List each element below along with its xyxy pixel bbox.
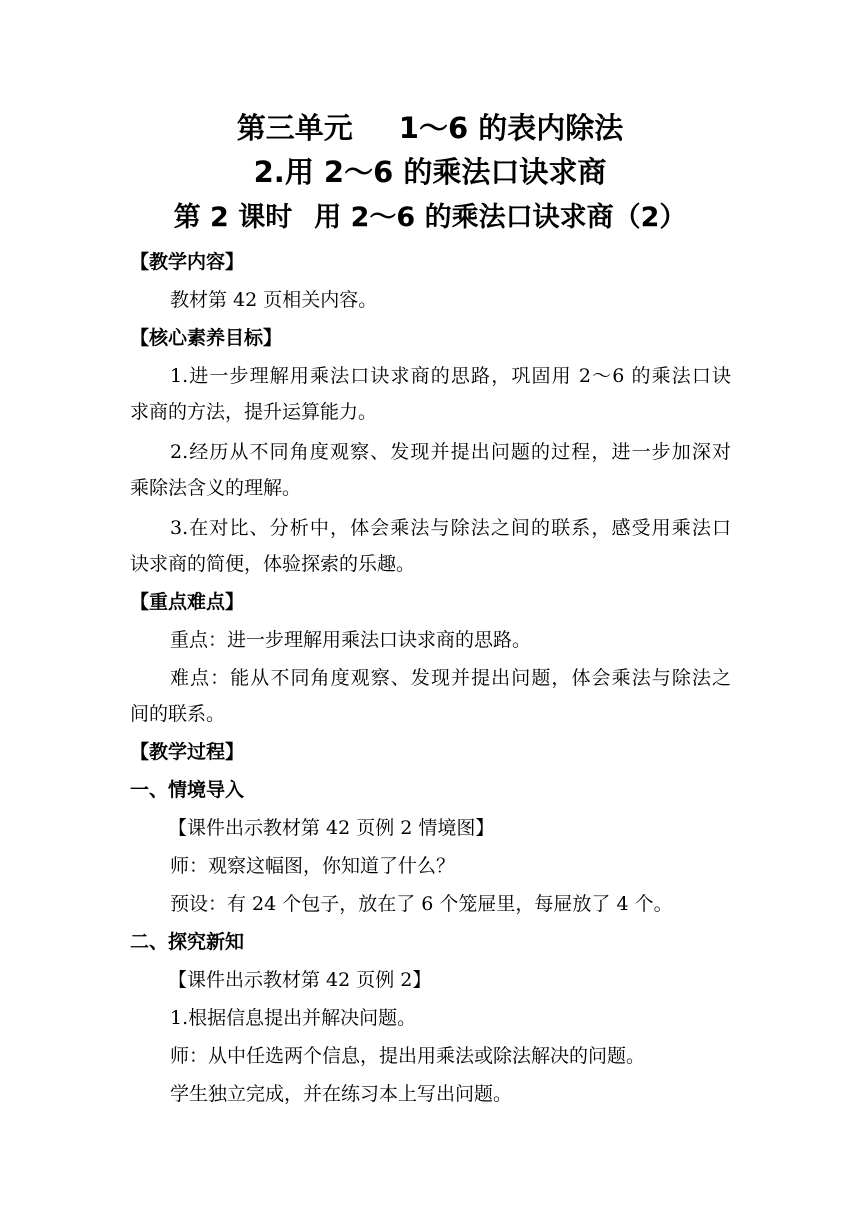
part-2-students: 学生独立完成，并在练习本上写出问题。 — [170, 1083, 513, 1105]
key-point-text: 重点：进一步理解用乘法口诀求商的思路。 — [170, 629, 532, 651]
part-1-show: 【课件出示教材第 42 页例 2 情境图】 — [168, 817, 495, 839]
goals-heading: 【核心素养目标】 — [130, 327, 283, 349]
lesson-label: 第 2 课时 — [173, 202, 293, 233]
goal-2-line-1: 2.经历从不同角度观察、发现并提出问题的过程，进一步加深对 — [170, 441, 731, 463]
unit-label: 第三单元 — [236, 111, 353, 145]
part-2-step-1: 1.根据信息提出并解决问题。 — [170, 1007, 417, 1029]
part-1-teacher: 师：观察这幅图，你知道了什么？ — [170, 855, 456, 877]
section-title: 2.用 2～6 的乘法口诀求商 — [253, 155, 607, 189]
unit-title — [0, 108, 860, 148]
difficult-point-line-1: 难点：能从不同角度观察、发现并提出问题，体会乘法与除法之 — [170, 667, 731, 689]
goal-3-line-1: 3.在对比、分析中，体会乘法与除法之间的联系，感受用乘法口 — [170, 517, 731, 539]
goal-1-line-2: 求商的方法，提升运算能力。 — [130, 401, 378, 423]
lesson-title — [0, 198, 860, 238]
process-heading: 【教学过程】 — [130, 741, 245, 763]
key-points-heading: 【重点难点】 — [130, 591, 245, 613]
goal-3-line-2: 诀求商的简便，体验探索的乐趣。 — [130, 553, 416, 575]
difficult-point-line-2: 间的联系。 — [130, 703, 226, 725]
part-1-heading: 一、情境导入 — [130, 779, 245, 801]
teaching-content-heading: 【教学内容】 — [130, 251, 245, 273]
teaching-content-text: 教材第 42 页相关内容。 — [170, 289, 378, 311]
goal-2-line-2: 乘除法含义的理解。 — [130, 477, 302, 499]
part-2-teacher: 师：从中任选两个信息，提出用乘法或除法解决的问题。 — [170, 1045, 646, 1067]
part-2-show: 【课件出示教材第 42 页例 2】 — [168, 969, 432, 991]
lesson-topic: 用 2～6 的乘法口诀求商（2） — [314, 202, 687, 233]
part-1-preset: 预设：有 24 个包子，放在了 6 个笼屉里，每屉放了 4 个。 — [170, 893, 673, 915]
unit-topic: 1～6 的表内除法 — [398, 111, 624, 145]
goal-1-line-1: 1.进一步理解用乘法口诀求商的思路，巩固用 2～6 的乘法口诀 — [170, 365, 731, 387]
part-2-heading: 二、探究新知 — [130, 931, 245, 953]
